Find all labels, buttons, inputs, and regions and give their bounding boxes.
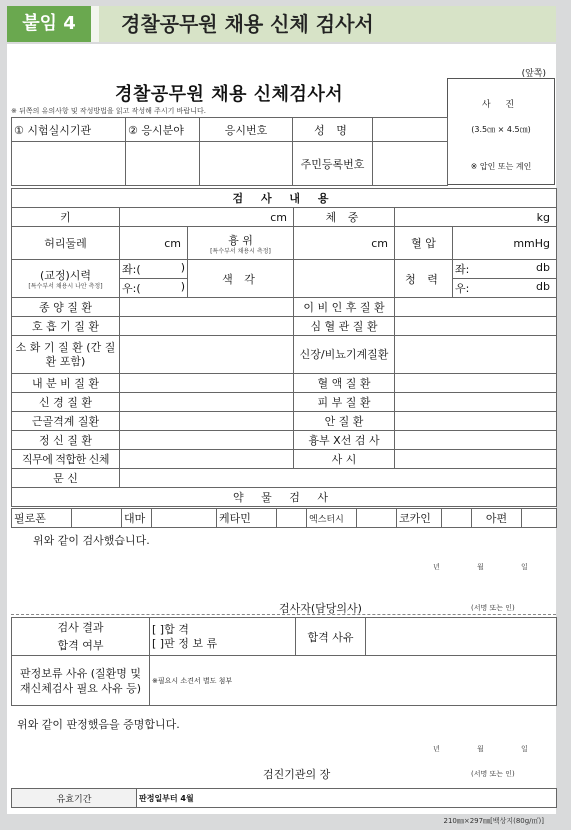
photo-label: 사 진 bbox=[481, 100, 521, 110]
vision-left-field[interactable]: 좌:( ) bbox=[120, 260, 188, 279]
photo-box[interactable] bbox=[447, 78, 555, 185]
date-month: 월 bbox=[477, 745, 484, 753]
disease-label: 안 질 환 bbox=[294, 412, 395, 431]
disease-field[interactable] bbox=[395, 431, 557, 450]
disease-label: 직무에 적합한 신체 bbox=[12, 450, 120, 469]
instruction-note: ※ 뒤쪽의 유의사항 및 작성방법을 읽고 작성해 주시기 바랍니다. bbox=[11, 107, 206, 115]
tattoo-field[interactable] bbox=[120, 469, 557, 488]
paper-spec: 210㎜×297㎜[백상지(80g/㎡)] bbox=[443, 817, 544, 825]
date-year: 년 bbox=[433, 563, 440, 571]
disease-field[interactable] bbox=[395, 393, 557, 412]
document-header bbox=[7, 6, 556, 42]
disease-label: 사 시 bbox=[294, 450, 395, 469]
weight-label: 체 중 bbox=[294, 208, 395, 227]
header-title: 경찰공무원 채용 신체 검사서 bbox=[121, 12, 374, 36]
chest-label: 흉 위 bbox=[228, 233, 253, 247]
exam-section-title: 검 사 내 용 bbox=[12, 189, 557, 208]
disease-label: 심 혈 관 질 환 bbox=[294, 317, 395, 336]
blood-pressure-label: 혈 압 bbox=[395, 227, 453, 260]
hold-reason-label: 판정보류 사유 (질환명 및 재신체검사 필요 사유 등) bbox=[12, 656, 150, 706]
disease-label: 호 흡 기 질 환 bbox=[12, 317, 120, 336]
disease-field[interactable] bbox=[395, 412, 557, 431]
rrn-field[interactable] bbox=[373, 142, 448, 186]
form-title: 경찰공무원 채용 신체검사서 bbox=[115, 84, 344, 105]
result-table bbox=[11, 617, 557, 706]
date-day: 일 bbox=[521, 745, 528, 753]
validity-label: 유효기간 bbox=[12, 789, 137, 808]
disease-field[interactable] bbox=[395, 450, 557, 469]
exam-agency-label: ① 시험실시기관 bbox=[12, 118, 126, 142]
disease-field[interactable] bbox=[120, 317, 294, 336]
certify-text: 위와 같이 판정했음을 증명합니다. bbox=[17, 718, 180, 731]
disease-label: 신 경 질 환 bbox=[12, 393, 120, 412]
disease-label: 흉부 X선 검 사 bbox=[294, 431, 395, 450]
disease-field[interactable] bbox=[395, 317, 557, 336]
waist-label: 허리둘레 bbox=[12, 227, 120, 260]
blood-pressure-field[interactable]: mmHg bbox=[453, 227, 557, 260]
disease-label: 문 신 bbox=[12, 469, 120, 488]
vision-right-field[interactable]: 우:( ) bbox=[120, 279, 188, 298]
height-field[interactable]: cm bbox=[120, 208, 294, 227]
drug-label: 아편 bbox=[472, 509, 522, 528]
confirm-text: 위와 같이 검사했습니다. bbox=[33, 534, 150, 547]
photo-size: (3.5㎝ × 4.5㎝) bbox=[471, 125, 531, 134]
vision-label: (교정)시력 bbox=[39, 269, 92, 282]
drug-label: 케타민 bbox=[217, 509, 277, 528]
disease-field[interactable] bbox=[120, 431, 294, 450]
validity-value: 판정일부터 4월 bbox=[137, 789, 557, 808]
drug-label: 대마 bbox=[122, 509, 152, 528]
drug-field[interactable] bbox=[152, 509, 217, 528]
drug-field[interactable] bbox=[522, 509, 557, 528]
date-year: 년 bbox=[433, 745, 440, 753]
attachment-badge: 붙임 4 bbox=[7, 6, 91, 42]
drug-label: 코카인 bbox=[397, 509, 442, 528]
date-month: 월 bbox=[477, 563, 484, 571]
photo-seal-note: ※ 압인 또는 계인 bbox=[470, 162, 532, 171]
disease-field[interactable] bbox=[120, 298, 294, 317]
exam-number-field[interactable] bbox=[200, 142, 293, 186]
examiner-label: 검사자(담당의사) bbox=[279, 602, 362, 615]
hold-reason-field[interactable]: ※필요시 소견서 별도 첨부 bbox=[150, 656, 557, 706]
date-day: 일 bbox=[521, 563, 528, 571]
validity-table bbox=[11, 788, 557, 808]
drug-table bbox=[11, 508, 557, 528]
disease-field[interactable] bbox=[120, 336, 294, 374]
hold-checkbox[interactable]: [ ]판 정 보 류 bbox=[152, 636, 218, 650]
disease-field[interactable] bbox=[120, 450, 294, 469]
hearing-right-field[interactable]: 우: db bbox=[453, 279, 557, 298]
drug-label: 엑스터시 bbox=[307, 509, 357, 528]
waist-field[interactable]: cm bbox=[120, 227, 188, 260]
disease-field[interactable] bbox=[395, 336, 557, 374]
disease-label: 신장/비뇨기계질환 bbox=[294, 336, 395, 374]
pass-checkbox[interactable]: [ ]합 격 bbox=[152, 622, 189, 636]
page-side-note: (앞쪽) bbox=[521, 69, 546, 79]
disease-field[interactable] bbox=[395, 298, 557, 317]
result-label: 검사 결과 bbox=[57, 620, 104, 634]
disease-label: 근골격계 질환 bbox=[12, 412, 120, 431]
drug-field[interactable] bbox=[72, 509, 122, 528]
name-label: 성 명 bbox=[293, 118, 373, 142]
hearing-label: 청 력 bbox=[395, 260, 453, 298]
drug-field[interactable] bbox=[357, 509, 397, 528]
color-vision-label: 색 각 bbox=[188, 260, 294, 298]
form-paper bbox=[7, 44, 556, 825]
disease-field[interactable] bbox=[120, 374, 294, 393]
rrn-label: 주민등록번호 bbox=[293, 142, 373, 186]
exam-number-label: 응시번호 bbox=[200, 118, 293, 142]
disease-field[interactable] bbox=[395, 374, 557, 393]
hearing-left-field[interactable]: 좌: db bbox=[453, 260, 557, 279]
disease-label: 종 양 질 환 bbox=[12, 298, 120, 317]
color-vision-field[interactable] bbox=[294, 260, 395, 298]
disease-field[interactable] bbox=[120, 412, 294, 431]
exam-table bbox=[11, 188, 557, 507]
disease-label: 혈 액 질 환 bbox=[294, 374, 395, 393]
disease-label: 내 분 비 질 환 bbox=[12, 374, 120, 393]
pass-reason-label: 합격 사유 bbox=[296, 618, 366, 656]
drug-field[interactable] bbox=[277, 509, 307, 528]
drug-field[interactable] bbox=[442, 509, 472, 528]
vision-note: [특수부서 채용시 나안 측정] bbox=[28, 283, 103, 290]
disease-label: 소 화 기 질 환 (간 질 환 포함) bbox=[12, 336, 120, 374]
chest-field[interactable]: cm bbox=[294, 227, 395, 260]
disease-field[interactable] bbox=[120, 393, 294, 412]
weight-field[interactable]: kg bbox=[395, 208, 557, 227]
disease-label: 정 신 질 환 bbox=[12, 431, 120, 450]
field-label: ② 응시분야 bbox=[126, 118, 200, 142]
drug-label: 필로폰 bbox=[12, 509, 72, 528]
examiner-sign-note: (서명 또는 인) bbox=[471, 604, 515, 612]
disease-label: 피 부 질 환 bbox=[294, 393, 395, 412]
height-label: 키 bbox=[12, 208, 120, 227]
institution-sign-note: (서명 또는 인) bbox=[471, 770, 515, 778]
field-field[interactable] bbox=[126, 142, 200, 186]
institution-label: 검진기관의 장 bbox=[263, 768, 331, 781]
name-field[interactable] bbox=[373, 118, 448, 142]
exam-agency-field[interactable] bbox=[12, 142, 126, 186]
pass-label: 합격 여부 bbox=[57, 638, 104, 652]
applicant-table bbox=[11, 117, 448, 186]
chest-note: [특수부서 채용시 측정] bbox=[210, 247, 271, 255]
disease-label: 이 비 인 후 질 환 bbox=[294, 298, 395, 317]
drug-section-title: 약 물 검 사 bbox=[12, 488, 557, 507]
pass-reason-field[interactable] bbox=[366, 618, 557, 656]
